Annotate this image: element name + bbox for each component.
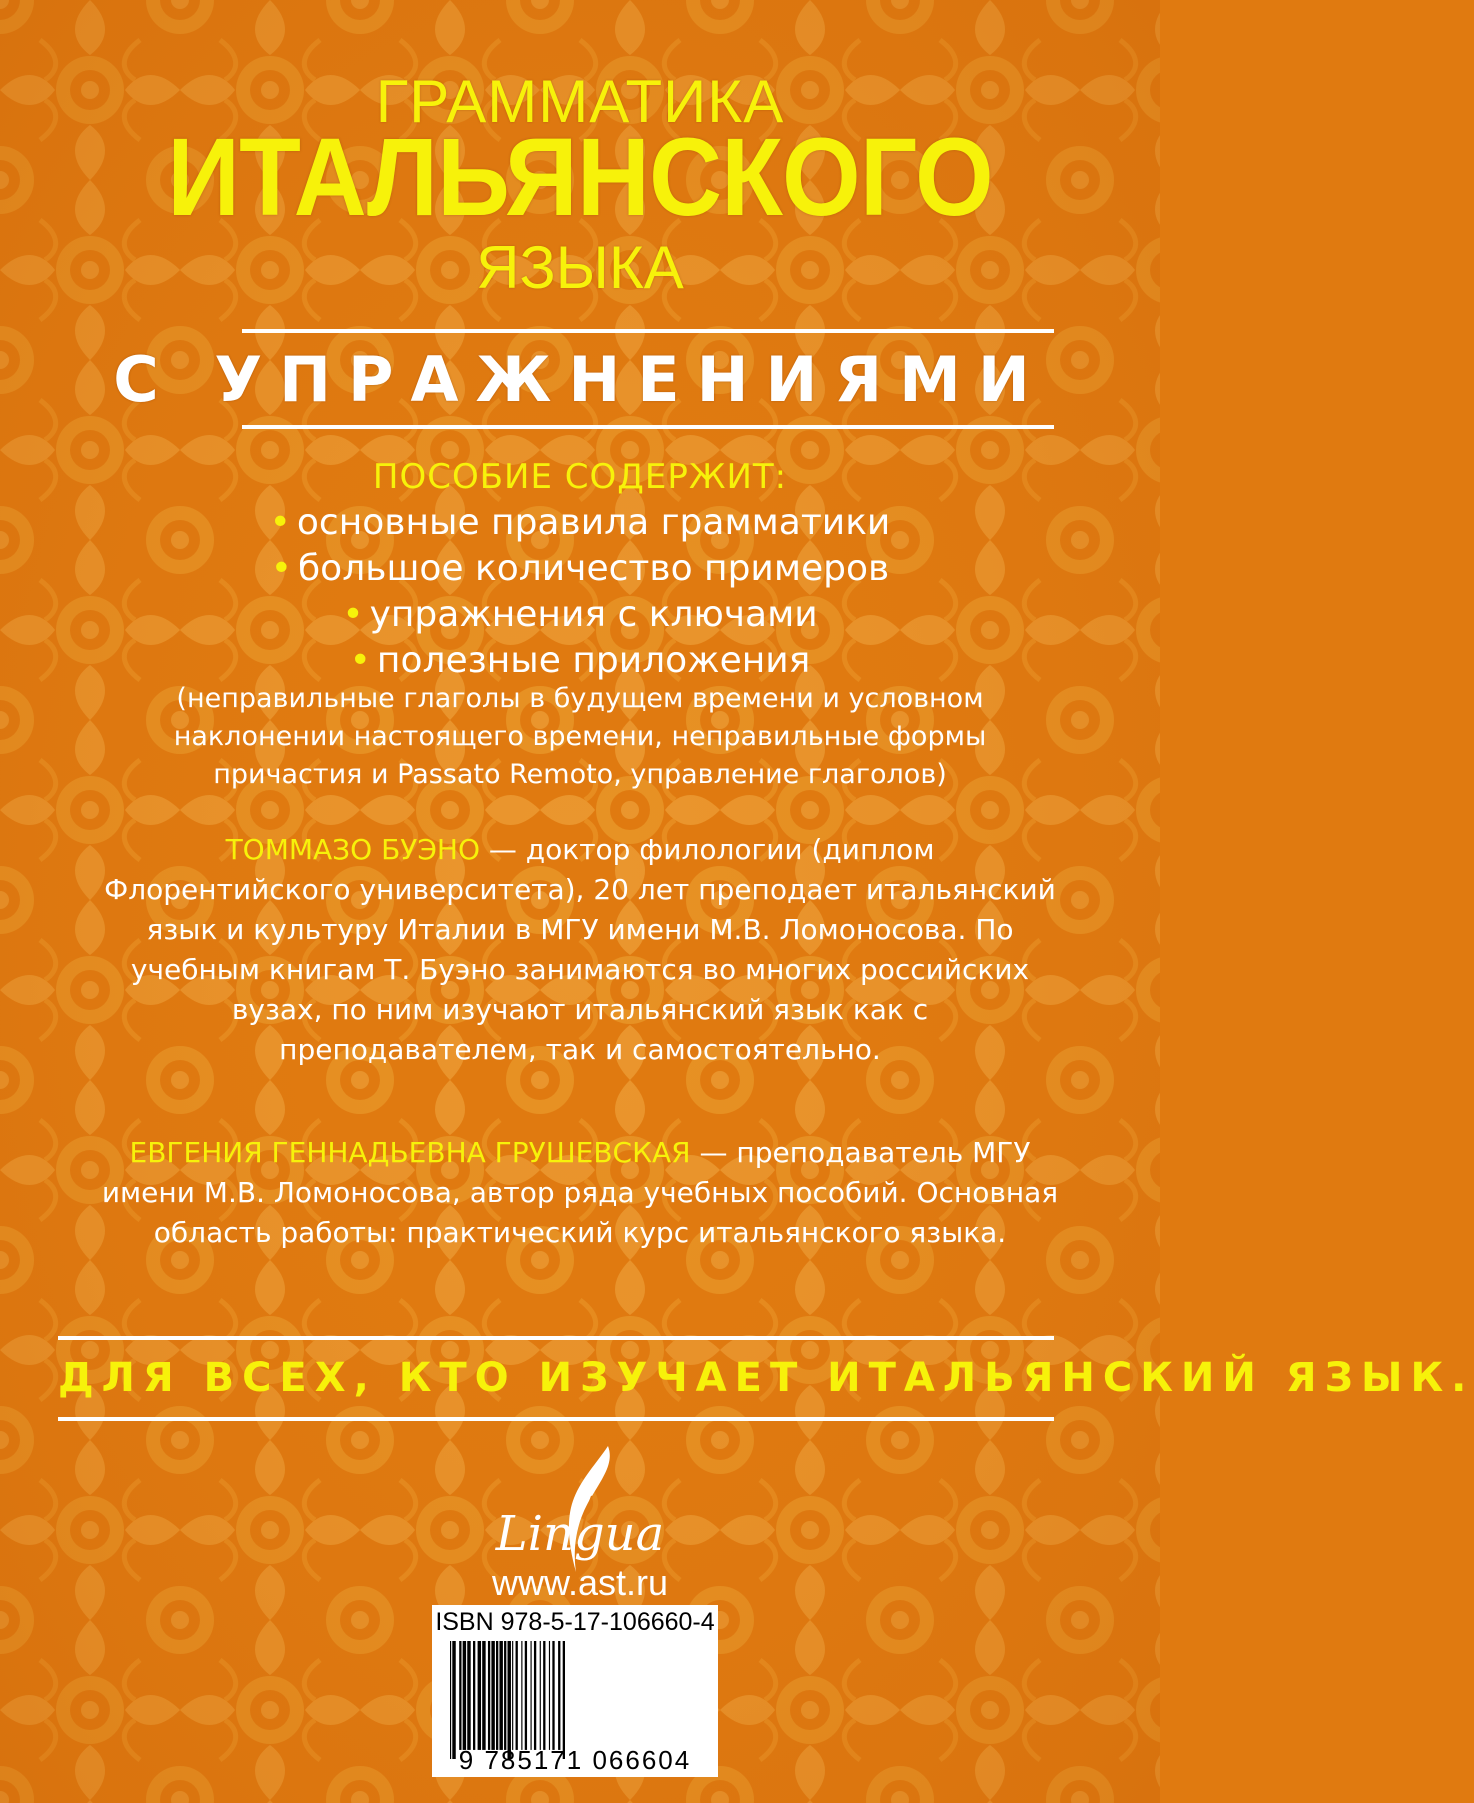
barcode-block — [432, 1605, 718, 1777]
barcode-bar — [499, 1641, 502, 1750]
author-bio-1 — [100, 830, 1060, 1070]
appendix-note: (неправильные глаголы в будущем времени и условном наклонении настоящего времени, неправильные формы причастия и Passato Remoto, управление глаголов) — [173, 683, 987, 790]
author-description: — преподаватель МГУ имени М.В. Ломоносова, автор ряда учебных пособий. Основная область работы: практический курс итальянского языка. — [101, 1136, 1059, 1249]
barcode-bar — [473, 1641, 475, 1750]
divider-bottom — [242, 425, 1054, 429]
contents-item — [0, 638, 1160, 684]
contents-item — [0, 546, 1160, 592]
barcode-bar — [521, 1641, 522, 1750]
barcode-bar — [549, 1641, 550, 1750]
ean-digits: 9 785171 066604 — [458, 1745, 692, 1775]
contents-item-text: основные правила грамматики — [296, 502, 891, 543]
title-line-3: ЯЗЫКА — [476, 234, 684, 301]
barcode-bar — [543, 1641, 545, 1750]
author-name: ЕВГЕНИЯ ГЕННАДЬЕВНА ГРУШЕВСКАЯ — [129, 1136, 691, 1169]
contents-item-text: большое количество примеров — [297, 548, 890, 589]
isbn-label: ISBN 978-5-17-106660-4 — [435, 1608, 715, 1636]
publisher-website: www.ast.ru — [491, 1562, 669, 1603]
barcode-bar — [512, 1641, 513, 1750]
contents-item — [0, 500, 1160, 546]
barcode-bar — [452, 1641, 455, 1759]
title-line-1: ГРАММАТИКА — [375, 68, 785, 135]
bullet-icon: • — [270, 548, 292, 589]
barcode-bar — [552, 1641, 554, 1750]
barcode-bar — [478, 1641, 481, 1750]
barcode-bar — [531, 1641, 532, 1750]
barcode-bars — [448, 1641, 702, 1759]
barcode-bar — [482, 1641, 485, 1750]
barcode-bar — [463, 1641, 466, 1750]
publisher-logo-text: Lingua — [495, 1506, 665, 1562]
author-description: — доктор филологии (диплом Флорентийского университета), 20 лет преподает итальянский язык и культуру Италии в МГУ имени М.В. Ломоносова. По учебным книгам Т. Буэно занимаются во многих российских вузах, по ним изучают итальянский язык как с преподавателем, так и самостоятельно. — [104, 833, 1056, 1066]
contents-heading: ПОСОБИЕ СОДЕРЖИТ: — [372, 457, 788, 497]
barcode-bar — [525, 1641, 527, 1750]
author-bio-2 — [100, 1133, 1060, 1253]
subtitle: С УПРАЖНЕНИЯМИ — [113, 343, 1047, 416]
bullet-icon: • — [269, 502, 291, 543]
barcode-bar — [540, 1641, 541, 1750]
publisher-logo — [480, 1440, 680, 1580]
divider-tagline-top — [58, 1336, 1054, 1340]
author-name: ТОММАЗО БУЭНО — [225, 833, 480, 866]
contents-item-text: полезные приложения — [376, 640, 811, 681]
bullet-icon: • — [349, 640, 371, 681]
barcode-bar — [496, 1641, 498, 1750]
tagline: ДЛЯ ВСЕХ, КТО ИЗУЧАЕТ ИТАЛЬЯНСКИЙ ЯЗЫК. — [58, 1355, 1474, 1401]
barcode-bar — [563, 1641, 565, 1759]
divider-tagline-bottom — [58, 1417, 1054, 1421]
contents-list — [0, 500, 1160, 684]
barcode-bar — [534, 1641, 536, 1750]
bullet-icon: • — [342, 594, 364, 635]
barcode-bar — [450, 1641, 451, 1759]
barcode-bar — [491, 1641, 494, 1750]
barcode-bar — [467, 1641, 470, 1750]
contents-item — [0, 592, 1160, 638]
barcode-bar — [516, 1641, 518, 1750]
title-line-2: ИТАЛЬЯНСКОГО — [167, 116, 993, 239]
barcode-bar — [459, 1641, 461, 1750]
contents-item-text: упражнения с ключами — [369, 594, 818, 635]
barcode-bar — [508, 1641, 511, 1759]
barcode-bar — [488, 1641, 490, 1750]
barcode-bar — [504, 1641, 506, 1750]
barcode-bar — [558, 1641, 560, 1750]
divider-top — [242, 329, 1054, 333]
